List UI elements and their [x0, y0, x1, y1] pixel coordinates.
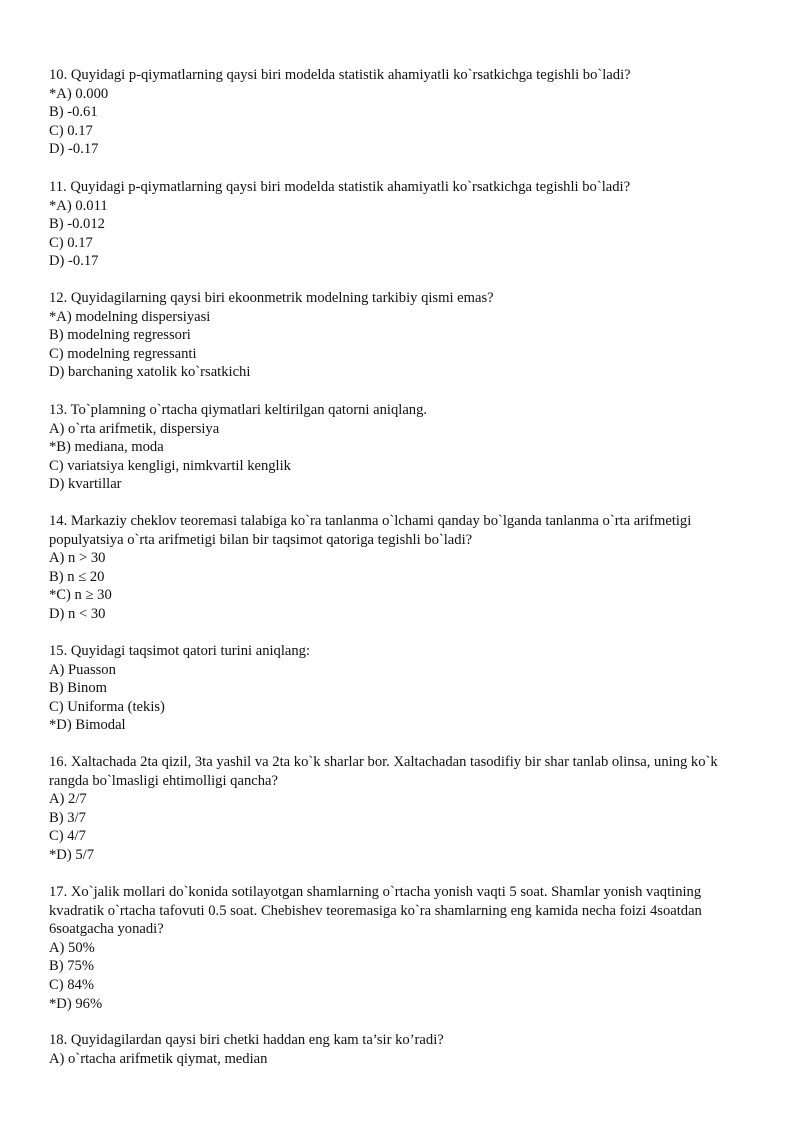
answer-option: B) 75%	[49, 958, 94, 975]
answer-option: A) 50%	[49, 939, 95, 956]
answer-option: B) n ≤ 20	[49, 568, 105, 585]
question-stem: 14. Markaziy cheklov teoremasi talabiga ko`ra tanlanma o`lchami qanday bo`lganda tanlanma o`rta arifmetigi populyatsiya o`rta arifmetigi bilan bir taqsimot qatoriga tegishli bo`ladi?	[49, 513, 692, 548]
answer-option: C) 0.17	[49, 122, 93, 139]
question-stem: 18. Quyidagilardan qaysi biri chetki haddan eng kam ta’sir ko’radi?	[49, 1032, 444, 1048]
question-stem: 11. Quyidagi p-qiymatlarning qaysi biri modelda statistik ahamiyatli ko`rsatkichga tegishli bo`ladi?	[49, 179, 631, 195]
question-stem: 13. To`plamning o`rtacha qiymatlari keltirilgan qatorni aniqlang.	[49, 402, 428, 418]
question-18	[49, 1031, 755, 1068]
question-12	[49, 289, 755, 382]
answer-option: A) Puasson	[49, 661, 116, 678]
question-13	[49, 401, 755, 494]
answer-option: *C) n ≥ 30	[49, 587, 112, 604]
question-16	[49, 753, 755, 865]
answer-option: B) modelning regressori	[49, 327, 191, 344]
answer-option: C) Uniforma (tekis)	[49, 698, 165, 715]
question-10	[49, 66, 755, 159]
answer-option: B) -0.012	[49, 216, 105, 233]
answer-option: A) 2/7	[49, 791, 87, 808]
answer-option: D) -0.17	[49, 253, 99, 270]
question-stem: 12. Quyidagilarning qaysi biri ekoonmetrik modelning tarkibiy qismi emas?	[49, 290, 494, 306]
answer-option: D) n < 30	[49, 605, 106, 622]
answer-option: C) modelning regressanti	[49, 345, 197, 362]
question-15	[49, 642, 755, 735]
answer-option: A) n > 30	[49, 550, 106, 567]
answer-option: *D) Bimodal	[49, 717, 126, 734]
question-stem: 16. Xaltachada 2ta qizil, 3ta yashil va 2ta ko`k sharlar bor. Xaltachadan tasodifiy bir shar tanlab olinsa, uning ko`k rangda bo`lmasligi ehtimolligi qancha?	[49, 754, 718, 789]
answer-option: *D) 96%	[49, 995, 103, 1012]
answer-option: *D) 5/7	[49, 846, 94, 863]
question-stem: 17. Xo`jalik mollari do`konida sotilayotgan shamlarning o`rtacha yonish vaqti 5 soat. Shamlar yonish vaqtining kvadratik o`rtacha tafovuti 0.5 soat. Chebishev teoremasiga ko`ra shamlarning eng kamida necha foizi 4soatdan 6soatgacha yonadi?	[49, 884, 702, 938]
answer-option: C) 84%	[49, 976, 94, 993]
answer-option: D) -0.17	[49, 141, 99, 158]
question-17	[49, 883, 755, 1013]
answer-option: *A) 0.011	[49, 197, 108, 214]
answer-option: A) o`rta arifmetik, dispersiya	[49, 420, 220, 437]
answer-option: D) barchaning xatolik ko`rsatkichi	[49, 364, 251, 381]
answer-option: B) Binom	[49, 680, 107, 697]
answer-option: C) variatsiya kengligi, nimkvartil kenglik	[49, 457, 291, 474]
question-stem: 10. Quyidagi p-qiymatlarning qaysi biri modelda statistik ahamiyatli ko`rsatkichga tegishli bo`ladi?	[49, 67, 631, 83]
answer-option: B) 3/7	[49, 809, 86, 826]
answer-option: *B) mediana, moda	[49, 439, 164, 456]
answer-option: B) -0.61	[49, 104, 98, 121]
answer-option: *A) modelning dispersiyasi	[49, 308, 211, 325]
answer-option: *A) 0.000	[49, 85, 109, 102]
question-stem: 15. Quyidagi taqsimot qatori turini aniqlang:	[49, 643, 311, 659]
question-11	[49, 178, 755, 271]
answer-option: A) o`rtacha arifmetik qiymat, medіan	[49, 1050, 268, 1067]
question-14	[49, 512, 755, 624]
answer-option: C) 4/7	[49, 828, 86, 845]
answer-option: D) kvartillar	[49, 476, 122, 493]
answer-option: C) 0.17	[49, 234, 93, 251]
